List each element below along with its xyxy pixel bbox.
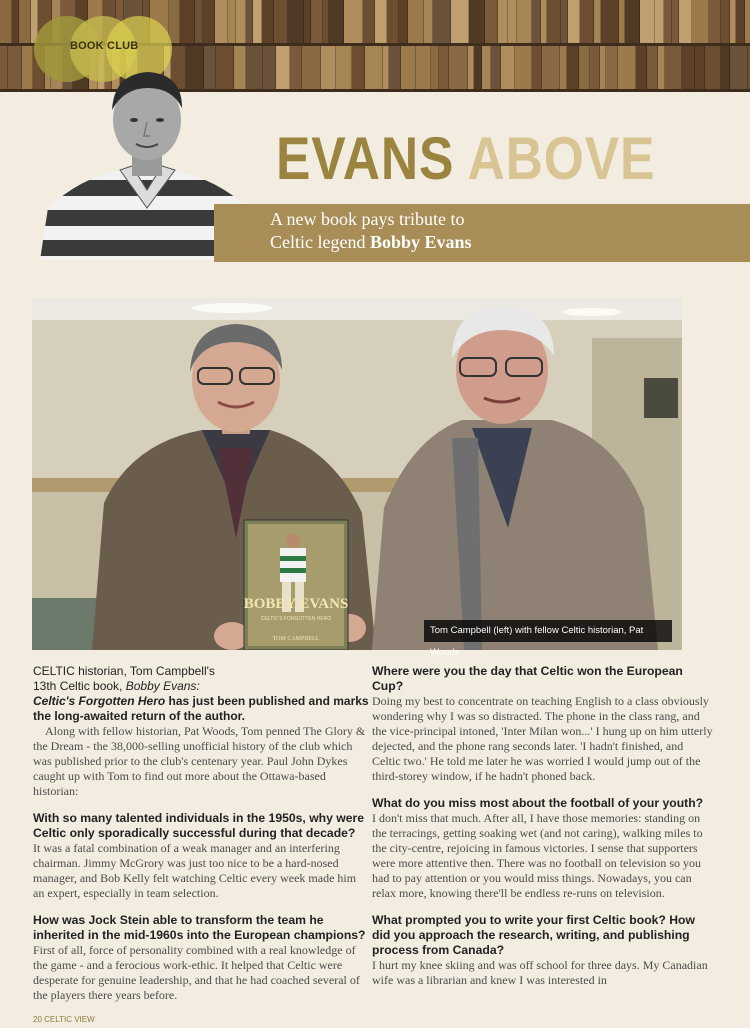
book-spine: [498, 0, 508, 44]
book-spine: [228, 0, 236, 44]
book-spine: [180, 0, 195, 44]
book-spine: [236, 0, 246, 44]
lead-text: the long-awaited return of the author.: [33, 709, 246, 723]
book-spine: [375, 0, 387, 44]
book-spine: [508, 0, 517, 44]
book-spine: [344, 0, 363, 44]
book-spine: [567, 46, 579, 90]
book-spine: [302, 46, 321, 90]
headline-word-evans: EVANS: [276, 125, 455, 192]
book-cover-title: BOBBY EVANS: [243, 596, 349, 612]
book-spine: [439, 46, 449, 90]
book-spine: [625, 0, 640, 44]
subtitle: [270, 208, 472, 254]
book-spine: [721, 0, 730, 44]
book-spine: [0, 46, 8, 90]
book-spine: [485, 0, 498, 44]
book-spine: [606, 46, 618, 90]
book-spine: [709, 0, 721, 44]
photo-scene: [32, 298, 682, 650]
answer: I don't miss that much. After all, I have those memories: standing on the terracings, getting soaking wet (and not caring), walking miles to the city-centre, rejoicing in famous victories. I sense that supporters were more attentive then. There was no football on television so you had to pay attention or you would miss things. Nowadays, you can relax more, knowing there'll be endless re-runs on television.: [372, 811, 703, 900]
book-spine: [431, 46, 439, 90]
book-spine: [363, 0, 375, 44]
book-spine: [665, 46, 682, 90]
section-label: BOOK CLUB: [70, 40, 139, 52]
book-spine: [682, 46, 695, 90]
lead-text: 13th Celtic book,: [33, 679, 126, 693]
book-spine: [736, 0, 745, 44]
book-spine: [203, 0, 215, 44]
book-spine: [401, 46, 416, 90]
book-spine: [215, 0, 228, 44]
book-spine: [640, 0, 655, 44]
book-cover: [244, 520, 349, 650]
lead-line: [33, 679, 369, 694]
book-spine: [304, 0, 311, 44]
book-spine: [594, 0, 601, 44]
book-spine: [721, 46, 730, 90]
answer: It was a fatal combination of a weak manager and an interfering chairman. Jimmy McGrory was just too nice to be a hard-nosed manager, and Bob Kelly felt watching Celtic every week made him an expert, especially in team selection.: [33, 841, 357, 900]
book-spine: [246, 0, 253, 44]
book-cover-author: TOM CAMPBELL: [272, 636, 320, 642]
book-spine: [22, 46, 33, 90]
lead-line: [33, 709, 369, 724]
book-spine: [474, 46, 482, 90]
book-spine: [416, 46, 431, 90]
book-spine: [517, 0, 532, 44]
article-column-left: [33, 664, 369, 1003]
book-spine: [579, 46, 590, 90]
book-spine: [580, 0, 594, 44]
subtitle-line-1: A new book pays tribute to: [270, 209, 465, 229]
book-spine: [672, 0, 679, 44]
subtitle-line-2: [270, 231, 472, 254]
book-spine: [290, 46, 302, 90]
book-spine: [12, 0, 19, 44]
book-cover-subtitle: CELTIC'S FORGOTTEN HERO: [260, 616, 332, 622]
headline-word-above: ABOVE: [467, 125, 656, 192]
intro-paragraph: Along with fellow historian, Pat Woods, Tom penned The Glory & the Dream - the 38,000-selling unofficial history of the club which was published prior to the club's centenary year. Paul John Dykes caught up with Tom to find out more about the Ottawa-based historian:: [33, 724, 366, 798]
book-spine: [8, 46, 22, 90]
answer: First of all, force of personality combined with a real knowledge of the game - and a ferocious work-ethic. It helped that Celtic were desperate for genuine leadership, and that he had coached several of the players there years before.: [33, 943, 360, 1002]
lead-line: [33, 694, 369, 709]
book-spine: [532, 0, 541, 44]
book-spine: [336, 46, 352, 90]
book-spine: [387, 0, 399, 44]
answer: Doing my best to concentrate on teaching English to a class obviously wondering why I was so distracted. The phone in the class rang, and the vice-principal intoned, 'Inter Milan won...' I hung up on him utterly dejected, and the phone rang seconds later. 'I hadn't finished, and Celtic two.' He told me later he was worried I would jump out of the third-storey window, if he hadn't phoned back.: [372, 694, 713, 783]
book-spine: [0, 0, 12, 44]
book-spine: [253, 0, 262, 44]
book-spine: [352, 46, 365, 90]
book-spine: [745, 0, 750, 44]
book-spine: [321, 46, 336, 90]
book-spine: [482, 46, 491, 90]
book-spine: [590, 46, 600, 90]
book-spine: [389, 46, 401, 90]
book-spine: [399, 0, 408, 44]
book-spine: [636, 46, 647, 90]
article-lead: [33, 664, 369, 724]
lead-book-subtitle: Celtic's Forgotten Hero: [33, 694, 166, 708]
book-spine: [568, 0, 580, 44]
book-spine: [515, 46, 532, 90]
question: What prompted you to write your first Celtic book? How did you approach the research, writing, and publishing process from Canada?: [372, 913, 695, 957]
photo-caption: Tom Campbell (left) with fellow Celtic historian, Pat Woods: [424, 620, 672, 642]
book-spine: [451, 0, 469, 44]
book-spine: [658, 46, 665, 90]
book-spine: [288, 0, 304, 44]
book-spine: [730, 46, 748, 90]
book-spine: [263, 46, 276, 90]
book-spine: [561, 0, 568, 44]
book-spine: [195, 0, 203, 44]
lead-book-title: Bobby Evans:: [125, 679, 200, 693]
book-spine: [501, 46, 515, 90]
book-spine: [560, 46, 567, 90]
book-spine: [695, 46, 705, 90]
question: Where were you the day that Celtic won the European Cup?: [372, 664, 683, 693]
headline: [276, 124, 655, 193]
lead-text: has just been published and marks: [165, 694, 369, 708]
book-spine: [433, 0, 451, 44]
book-spine: [491, 46, 501, 90]
book-spine: [424, 0, 433, 44]
answer: I hurt my knee skiing and was off school for three days. My Canadian wife was a librarian and knew I was interested in: [372, 958, 708, 987]
book-spine: [647, 46, 658, 90]
book-spine: [469, 0, 485, 44]
book-spine: [601, 0, 619, 44]
book-spine: [664, 0, 672, 44]
subtitle-line-2-text: Celtic legend: [270, 232, 370, 252]
book-spine: [408, 0, 424, 44]
book-spine: [618, 46, 636, 90]
question: With so many talented individuals in the 1950s, why were Celtic only sporadically successful during that decade?: [33, 811, 365, 840]
book-spine: [547, 0, 561, 44]
book-spine: [679, 0, 692, 44]
book-spine: [705, 46, 721, 90]
book-spine: [276, 46, 290, 90]
book-spine: [19, 0, 31, 44]
book-spine: [655, 0, 664, 44]
book-spine: [311, 0, 323, 44]
article-column-right: [372, 664, 714, 988]
subtitle-name: Bobby Evans: [369, 232, 472, 252]
main-photo: [32, 298, 682, 650]
lead-line: CELTIC historian, Tom Campbell's: [33, 664, 215, 678]
book-spine: [692, 0, 709, 44]
book-spine: [532, 46, 542, 90]
book-spine: [262, 0, 274, 44]
question: How was Jock Stein able to transform the team he inherited in the mid-1960s into the European champions?: [33, 913, 366, 942]
question: What do you miss most about the football of your youth?: [372, 796, 704, 810]
book-spine: [365, 46, 383, 90]
book-spine: [329, 0, 344, 44]
page-footer: 20 CELTIC VIEW: [33, 1015, 95, 1024]
book-spine: [274, 0, 288, 44]
book-spine: [449, 46, 468, 90]
book-spine: [542, 46, 560, 90]
